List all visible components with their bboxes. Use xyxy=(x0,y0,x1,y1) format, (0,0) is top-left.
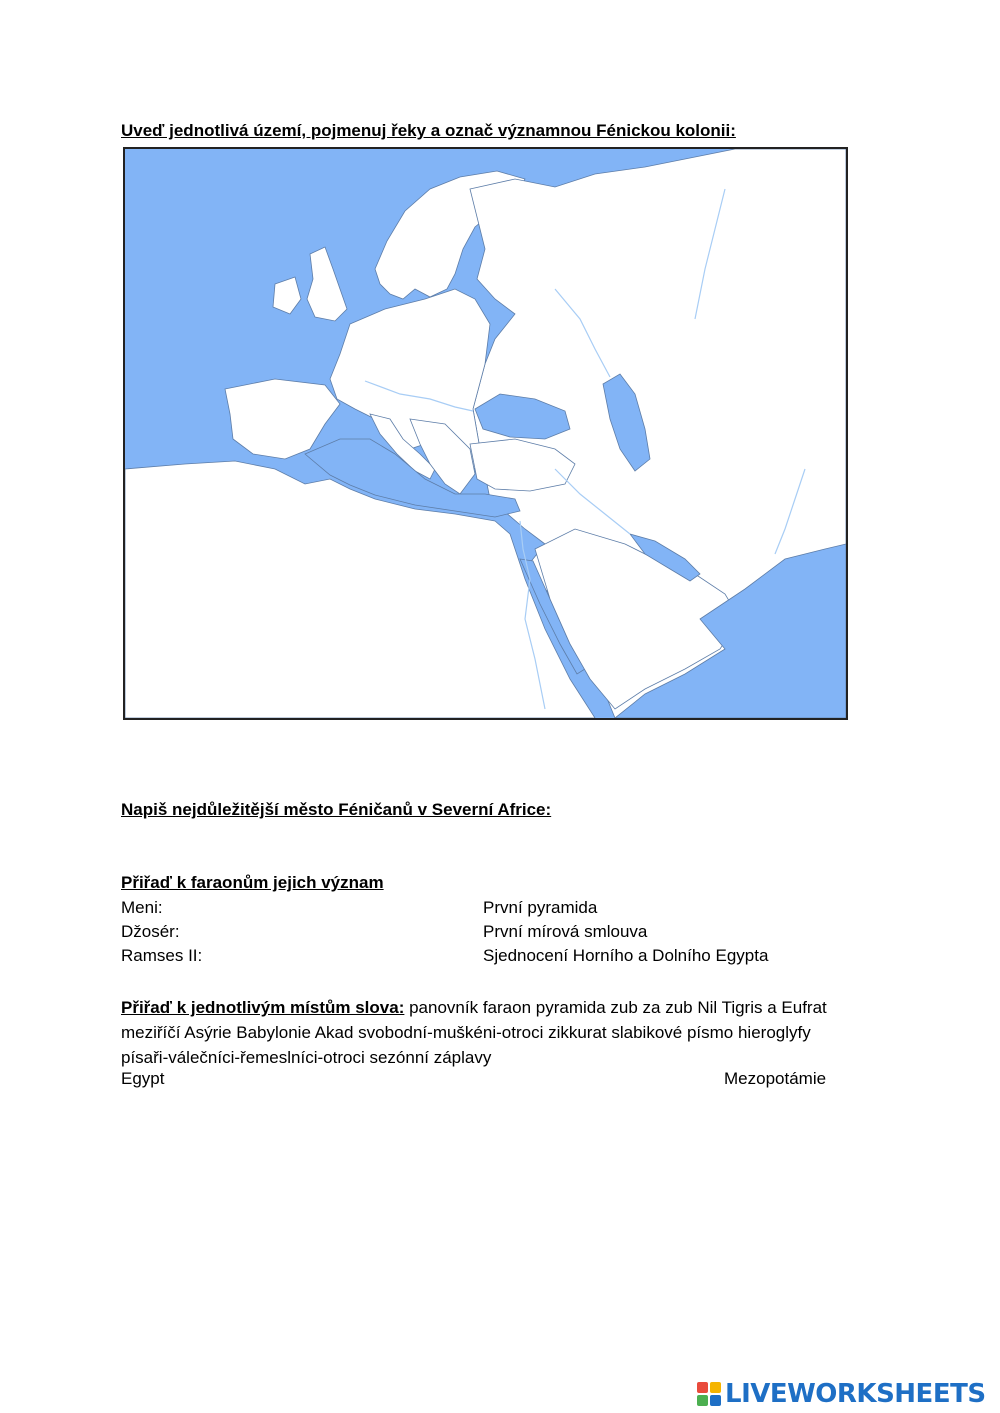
pharaoh-label: Ramses II: xyxy=(121,946,203,965)
word-assignment-paragraph xyxy=(121,995,851,1070)
liveworksheets-logo[interactable] xyxy=(697,1378,986,1410)
pharaoh-meaning: Sjednocení Horního a Dolního Egypta xyxy=(483,946,769,965)
column-mesopotamia: Mezopotámie xyxy=(724,1069,827,1088)
pharaoh-label: Meni: xyxy=(121,898,163,917)
column-egypt: Egypt xyxy=(121,1069,165,1088)
pharaohs-heading: Přiřaď k faraonům jejich význam xyxy=(121,873,384,892)
pharaoh-label: Džosér: xyxy=(121,922,180,941)
phoenician-city-heading: Napiš nejdůležitější město Féničanů v Severní Africe: xyxy=(121,800,552,819)
map-task-heading: Uveď jednotlivá území, pojmenuj řeky a označ významnou Fénickou kolonii: xyxy=(121,121,736,140)
pharaoh-meaning: První pyramida xyxy=(483,898,598,917)
word-list: panovník faraon pyramida zub za zub Nil Tigris a Eufrat meziříčí Asýrie Babylonie Akad svobodní-muškéni-otroci zikkurat slabikové písmo hieroglyfy písaři-válečníci-řemeslníci-otroci sezónní záplavy xyxy=(121,998,827,1067)
logo-text: LIVEWORKSHEETS xyxy=(725,1379,986,1409)
logo-blocks-icon xyxy=(697,1382,721,1406)
pharaoh-meaning: První mírová smlouva xyxy=(483,922,648,941)
map-of-europe-middle-east xyxy=(123,147,848,720)
word-assignment-heading: Přiřaď k jednotlivým místům slova: xyxy=(121,998,405,1017)
map-svg xyxy=(125,149,846,718)
